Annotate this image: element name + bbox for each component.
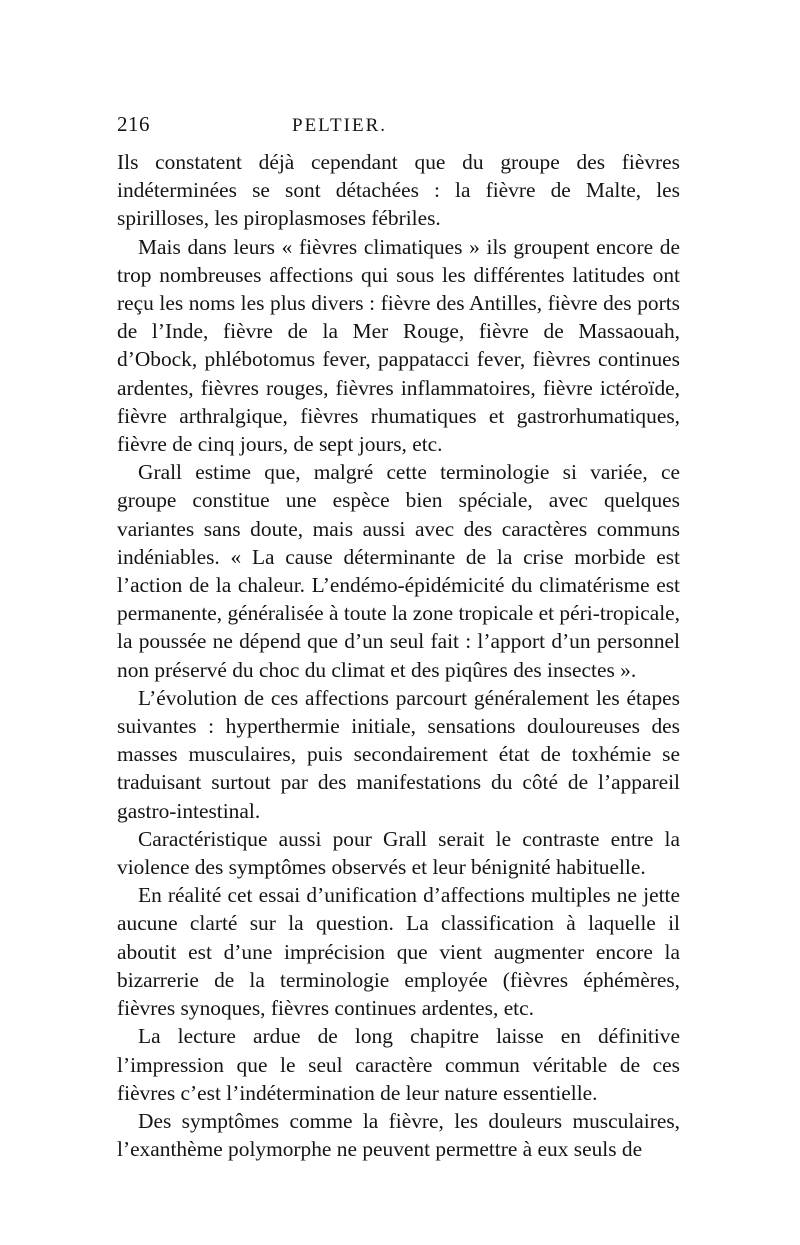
paragraph-7: La lecture ardue de long chapitre laisse en définitive l’impression que le seul caractère commun véritable de ces fièvres c’est l’indétermination de leur nature essentielle.	[117, 1024, 680, 1105]
paragraph-3: Grall estime que, malgré cette terminologie si variée, ce groupe constitue une espèce bien spéciale, avec quelques variantes sans doute, mais aussi avec des caractères communs indéniables. « La cause déterminante de la crise morbide est l’action de la chaleur. L’endémo-épidémicité du climatérisme est permanente, généralisée à toute la zone tropicale et péri-tropicale, la poussée ne dépend que d’un seul fait : l’apport d’un personnel non préservé du choc du climat et des piqûres des insectes ».	[117, 460, 680, 682]
paragraph-5: Caractéristique aussi pour Grall serait le contraste entre la violence des symptômes observés et leur bénignité habituelle.	[117, 826, 680, 880]
paragraph-4: L’évolution de ces affections parcourt généralement les étapes suivantes : hyperthermie initiale, sensations douloureuses des masses musculaires, puis secondairement état de toxhémie se traduisant surtout par des manifestations du côté de l’appareil gastro-intestinal.	[117, 685, 680, 823]
paragraph-2: Mais dans leurs « fièvres climatiques » ils groupent encore de trop nombreuses affections qui sous les différentes latitudes ont reçu les noms les plus divers : fièvre des Antilles, fièvre des ports de l’Inde, fièvre de la Mer Rouge, fièvre de Massaouah, d’Obock, phlébotomus fever, pappatacci fever, fièvres continues ardentes, fièvres rouges, fièvres inflammatoires, fièvre ictéroïde, fièvre arthralgique, fièvres rhumatiques et gastrorhumatiques, fièvre de cinq jours, de sept jours, etc.	[117, 234, 680, 457]
paragraph-1: Ils constatent déjà cependant que du groupe des fièvres indéterminées se sont détachées : la fièvre de Malte, les spirilloses, les piroplasmoses fébriles.	[117, 150, 680, 231]
paragraph-8: Des symptômes comme la fièvre, les douleurs musculaires, l’exanthème polymorphe ne peuvent permettre à eux seuls de	[117, 1108, 680, 1162]
page-number: 216	[117, 112, 150, 136]
running-head	[117, 112, 680, 148]
paragraph-6: En réalité cet essai d’unification d’affections multiples ne jette aucune clarté sur la question. La classification à laquelle il aboutit est d’une imprécision que vient augmenter encore la bizarrerie de la terminologie employée (fièvres éphémères, fièvres synoques, fièvres continues ardentes, etc.	[117, 883, 680, 1021]
book-page	[117, 112, 680, 1163]
body-text	[117, 148, 680, 1163]
running-title: PELTIER.	[292, 115, 387, 136]
